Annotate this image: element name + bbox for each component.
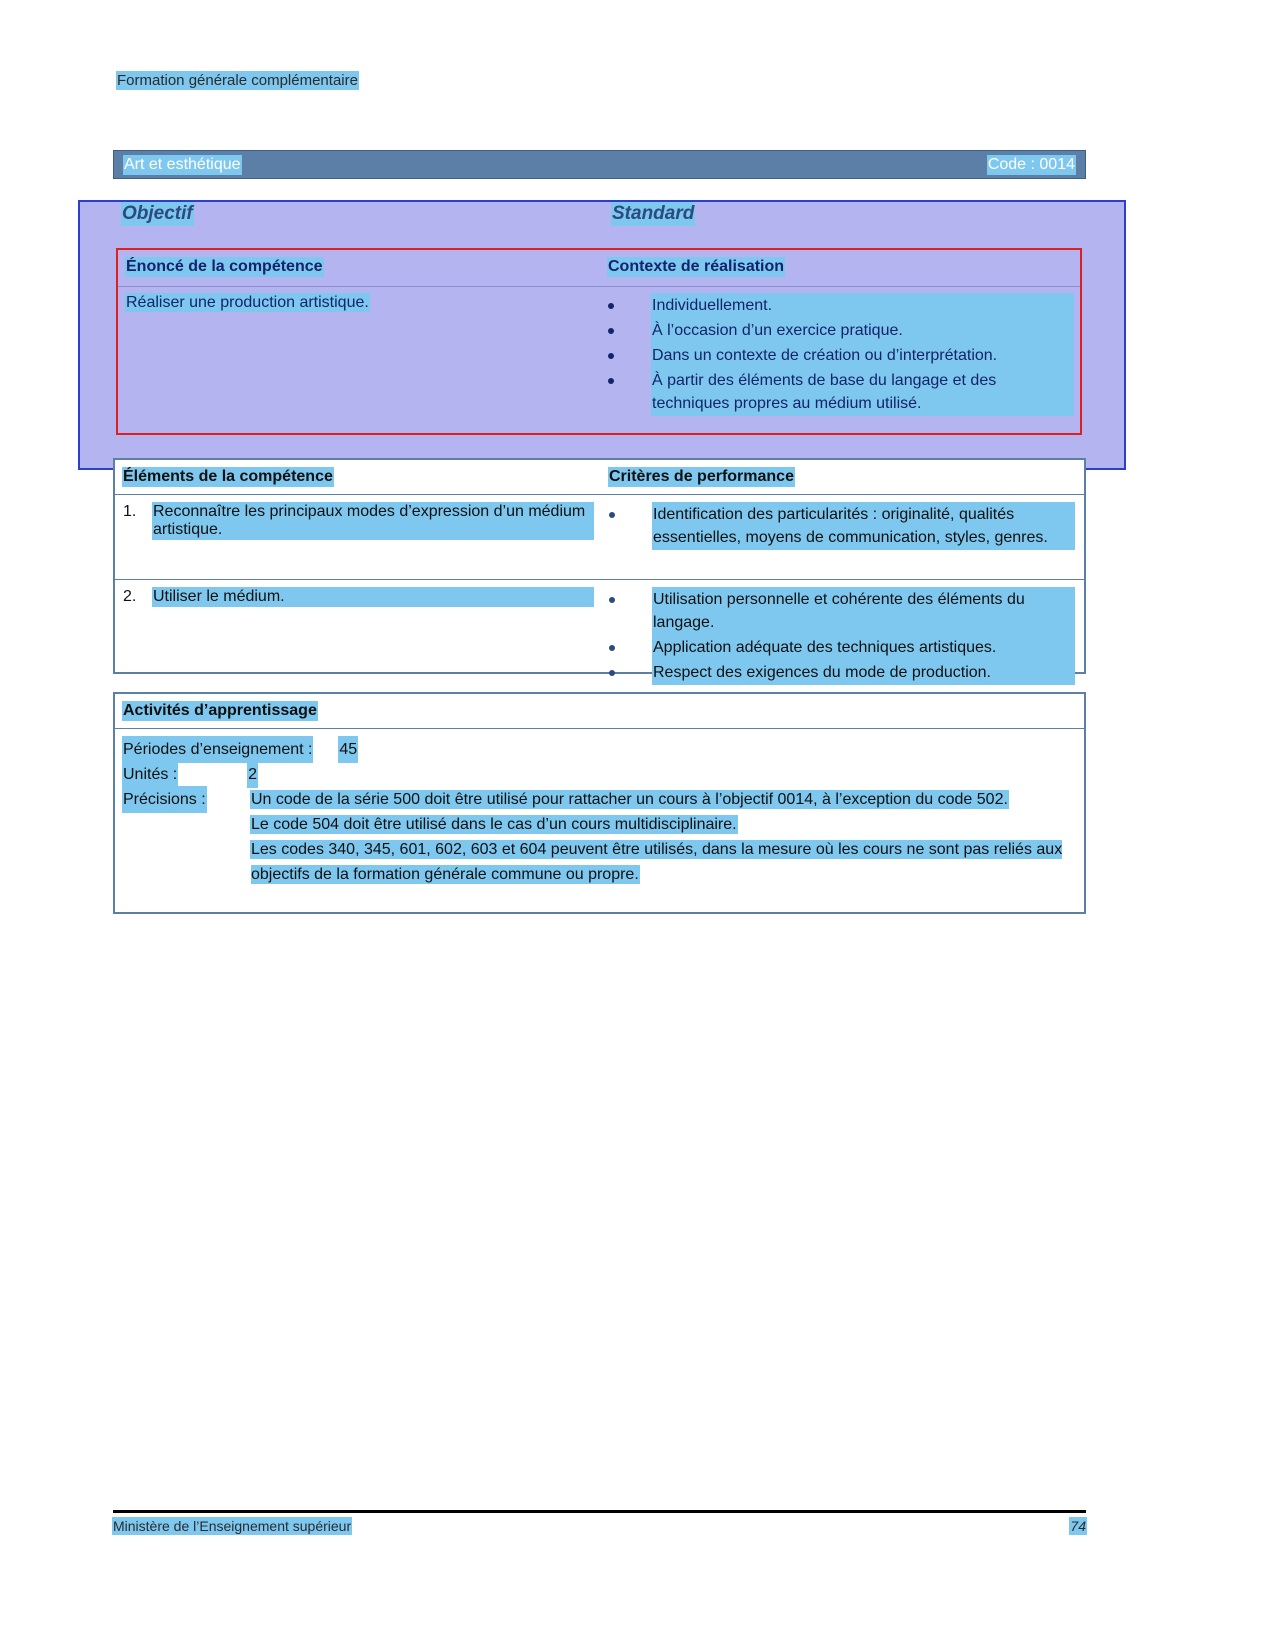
criteria-cell [609, 503, 1074, 551]
periods-value: 45 [339, 737, 357, 762]
precision-item: Les codes 340, 345, 601, 602, 603 et 604 peuvent être utilisés, dans la mesure où les cours ne sont pas reliés aux objectifs de la formation générale commune ou propre. [251, 841, 1063, 883]
competence-separator [118, 286, 1080, 287]
criterion-text: Application adéquate des techniques artistiques. [653, 636, 1074, 659]
criterion-text: Respect des exigences du mode de production. [653, 661, 1074, 684]
precisions-label: Précisions : [123, 787, 206, 812]
context-item-text: Dans un contexte de création ou d’interprétation. [652, 344, 1073, 367]
element-text: Utiliser le médium. [153, 588, 593, 606]
criteria-header: Critères de performance [609, 468, 794, 485]
running-head-text: Formation générale complémentaire [117, 72, 358, 89]
realisation-context-list [608, 294, 1073, 417]
course-title: Art et esthétique [124, 155, 241, 173]
element-number: 2. [123, 588, 137, 605]
criterion-item [609, 503, 1074, 549]
context-item [608, 344, 1073, 367]
element-number: 1. [123, 503, 137, 520]
page-footer [113, 1518, 1086, 1534]
competence-statement-header: Énoncé de la compétence [126, 258, 323, 275]
criterion-item [609, 636, 1074, 659]
competence-statement [126, 294, 586, 312]
criterion-item [609, 661, 1074, 684]
page-number: 74 [1070, 1518, 1086, 1534]
realisation-context-header: Contexte de réalisation [608, 258, 785, 275]
criterion-item [609, 588, 1074, 634]
context-item [608, 319, 1073, 342]
header-standard: Standard [612, 203, 695, 224]
precisions-list [251, 787, 1076, 887]
precision-item: Le code 504 doit être utilisé dans le cas d’un cours multidisciplinaire. [251, 816, 737, 833]
context-item-text: À partir des éléments de base du langage et des techniques propres au médium utilisé. [652, 369, 1073, 415]
context-item-text: Individuellement. [652, 294, 1073, 317]
footer-ministry: Ministère de l’Enseignement supérieur [113, 1518, 352, 1534]
activities-title: Activités d’apprentissage [123, 702, 317, 719]
header-objectif: Objectif [122, 203, 193, 224]
element-cell [123, 588, 593, 606]
context-item [608, 294, 1073, 317]
activities-header [115, 694, 1084, 729]
precision-item: Un code de la série 500 doit être utilisé pour rattacher un cours à l’objectif 0014, à l’exception du code 502. [251, 791, 1008, 808]
course-title-bar [113, 150, 1086, 179]
criteria-cell [609, 588, 1074, 686]
element-cell [123, 503, 593, 539]
units-value: 2 [248, 762, 257, 787]
elements-table-header [115, 460, 1084, 495]
criterion-text: Identification des particularités : originalité, qualités essentielles, moyens de communication, styles, genres. [653, 503, 1074, 549]
course-code: Code : 0014 [987, 155, 1075, 173]
criterion-text: Utilisation personnelle et cohérente des éléments du langage. [653, 588, 1074, 634]
elements-header: Éléments de la compétence [123, 468, 333, 485]
periods-line [123, 737, 1076, 762]
table-row [115, 580, 1084, 681]
precisions-row [123, 787, 1076, 887]
running-head [117, 72, 358, 89]
learning-activities-table [113, 692, 1086, 914]
context-item-text: À l’occasion d’un exercice pratique. [652, 319, 1073, 342]
competence-block [116, 248, 1082, 435]
footer-divider [113, 1510, 1086, 1513]
table-row [115, 495, 1084, 580]
units-label: Unités : [123, 762, 177, 787]
periods-label: Périodes d’enseignement : [123, 737, 312, 762]
elements-criteria-table [113, 458, 1086, 681]
units-line [123, 762, 1076, 787]
competence-statement-text: Réaliser une production artistique. [126, 294, 369, 311]
activities-body [115, 729, 1084, 895]
element-text: Reconnaître les principaux modes d’expression d’un médium artistique. [153, 503, 593, 539]
competence-header-row [118, 250, 1080, 282]
context-item [608, 369, 1073, 415]
